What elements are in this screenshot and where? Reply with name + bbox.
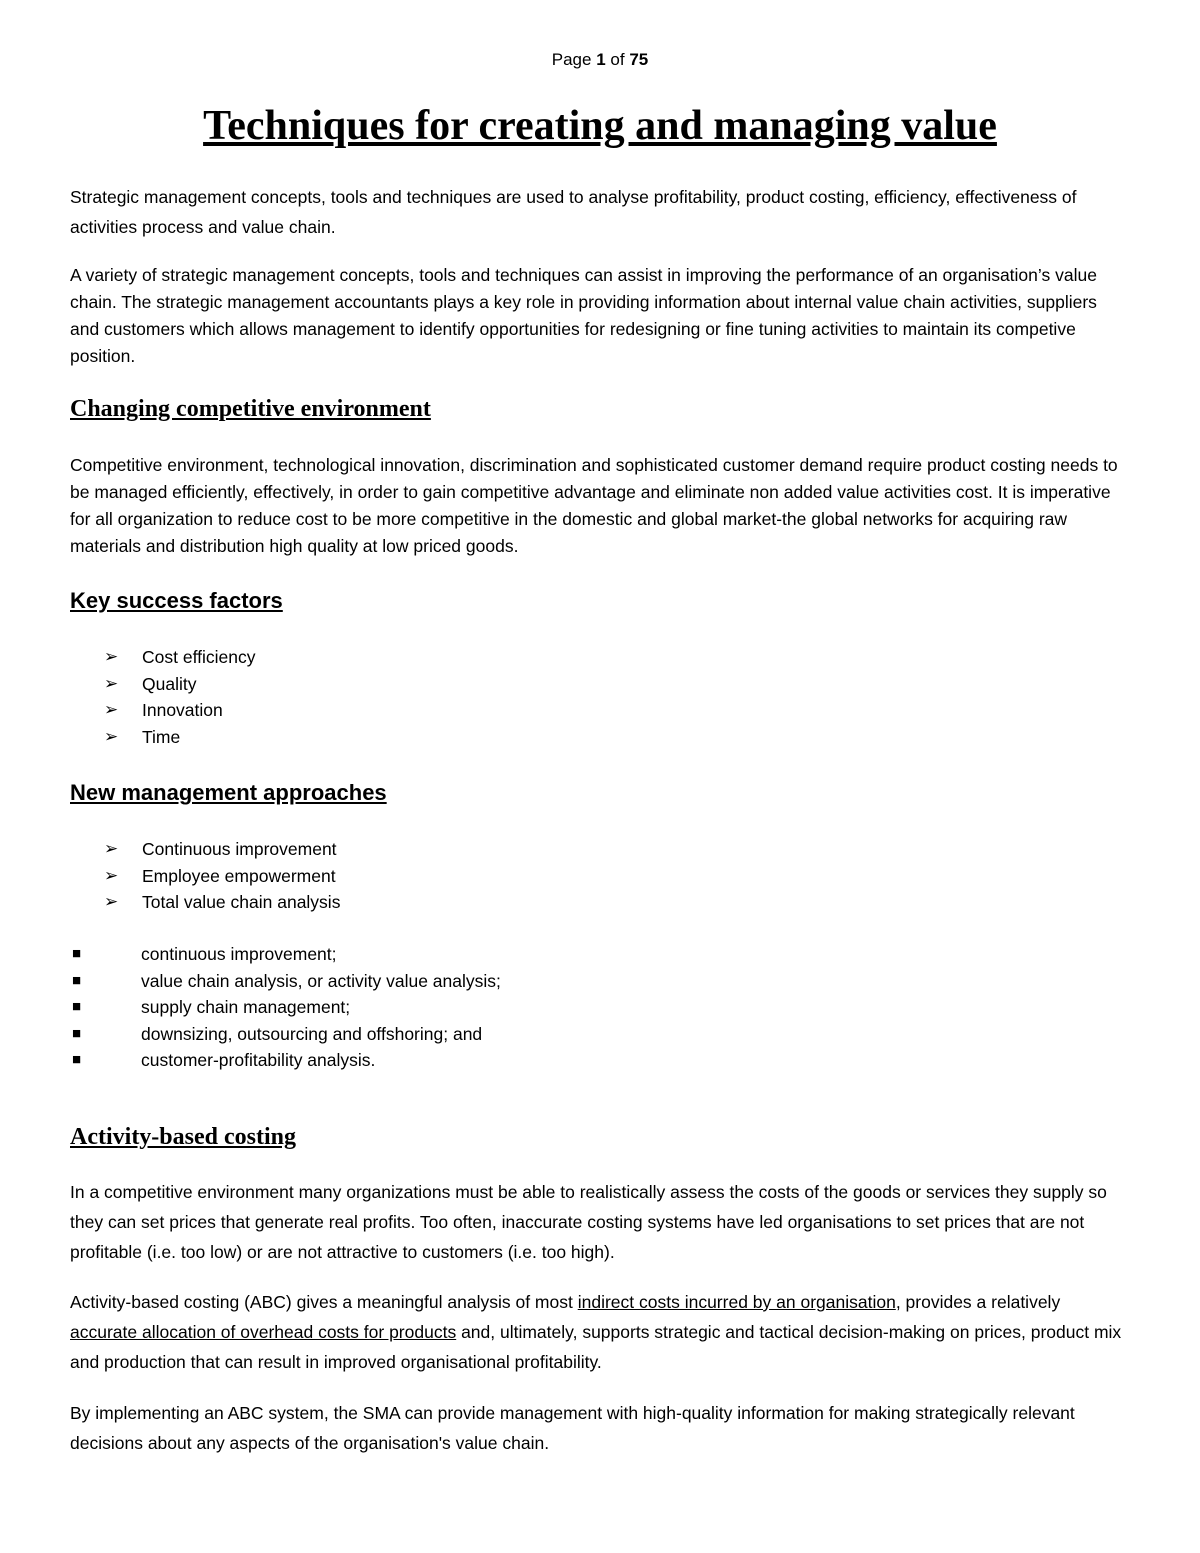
intro-p1-text: Strategic management concepts, tools and techniques are used to analyse profitability, product costing, efficiency, effectiveness of activities process and value chain.: [70, 187, 1077, 237]
list-item: ➢ Employee empowerment: [104, 863, 340, 890]
document-title: Techniques for creating and managing value: [203, 103, 997, 149]
underlined-phrase: accurate allocation of overhead costs for products: [70, 1322, 457, 1342]
page-number: [0, 50, 1200, 70]
intro-paragraph-2: [70, 262, 1130, 370]
changing-paragraph: [70, 452, 1130, 560]
square-bullet-icon: ■: [72, 1024, 82, 1042]
abc-p1-text: In a competitive environment many organizations must be able to realistically assess the costs of the goods or services they supply so they can set prices that generate real profits. Too often, inaccurate costing systems have led organisations to set prices that are not profitable (i.e. too low) or are not attractive to customers (i.e. too high).: [70, 1182, 1107, 1262]
arrow-bullet-icon: ➢: [104, 839, 119, 858]
approaches-detail-list: [70, 941, 501, 1074]
list-item: ■ continuous improvement;: [70, 941, 501, 968]
square-bullet-icon: ■: [72, 998, 82, 1015]
management-approaches-list: [104, 836, 340, 916]
list-item: ■ customer-profitability analysis.: [70, 1047, 501, 1074]
square-bullet-icon: ■: [72, 1051, 82, 1068]
arrow-bullet-icon: ➢: [104, 700, 119, 719]
arrow-bullet-icon: ➢: [104, 892, 119, 911]
heading-new-management-approaches: New management approaches: [70, 780, 387, 805]
list-item: ➢ Innovation: [104, 697, 255, 724]
arrow-bullet-icon: ➢: [104, 865, 119, 885]
page-of: of: [610, 50, 625, 69]
page-prefix: Page: [551, 50, 592, 69]
intro-p2-text: A variety of strategic management concepts, tools and techniques can assist in improving the performance of an organisation’s value chain. The strategic management accountants plays a key role in providing information about internal value chain activities, suppliers and customers which allows management to identify opportunities for redesigning or fine tuning activities to maintain its competive position.: [70, 265, 1097, 366]
arrow-bullet-icon: ➢: [104, 726, 119, 746]
heading-activity-based-costing: Activity-based costing: [70, 1124, 296, 1150]
square-bullet-icon: ■: [72, 971, 82, 989]
page-total: 75: [629, 50, 649, 69]
abc-p3-text: By implementing an ABC system, the SMA can provide management with high-quality information for making strategically relevant decisions about any aspects of the organisation's value chain.: [70, 1403, 1075, 1453]
intro-paragraph-1: [70, 182, 1130, 242]
list-item: ■ downsizing, outsourcing and offshoring; and: [70, 1021, 501, 1048]
underlined-phrase: indirect costs incurred by an organisation: [577, 1292, 896, 1312]
arrow-bullet-icon: ➢: [104, 673, 119, 693]
key-success-factors-list: [104, 644, 255, 750]
page-current: 1: [596, 50, 606, 69]
list-item: ■ value chain analysis, or activity value analysis;: [70, 968, 501, 995]
abc-paragraph-1: [70, 1177, 1130, 1267]
list-item: ➢ Continuous improvement: [104, 836, 340, 863]
list-item: ➢ Quality: [104, 671, 255, 698]
abc-p2-text: Activity-based costing (ABC) gives a meaningful analysis of most indirect costs incurred by an organisation, provides a relatively accurate allocation of overhead costs for products and, ultimately, supports strategic and tactical decision-making on prices, product mix and production that can result in improved organisational profitability.: [70, 1292, 1122, 1372]
abc-paragraph-2: [70, 1287, 1130, 1377]
list-item: ➢ Total value chain analysis: [104, 889, 340, 916]
list-item: ■ supply chain management;: [70, 994, 501, 1021]
arrow-bullet-icon: ➢: [104, 647, 119, 666]
list-item: ➢ Time: [104, 724, 255, 751]
abc-paragraph-3: [70, 1398, 1130, 1458]
heading-key-success-factors: Key success factors: [70, 588, 283, 613]
heading-changing-environment: Changing competitive environment: [70, 396, 431, 422]
changing-p1-text: Competitive environment, technological innovation, discrimination and sophisticated customer demand require product costing needs to be managed efficiently, effectively, in order to gain competitive advantage and eliminate non added value activities cost. It is imperative for all organization to reduce cost to be more competitive in the domestic and global market-the global networks for acquiring raw materials and distribution high quality at low priced goods.: [70, 455, 1118, 556]
list-item: ➢ Cost efficiency: [104, 644, 255, 671]
square-bullet-icon: ■: [72, 945, 82, 962]
